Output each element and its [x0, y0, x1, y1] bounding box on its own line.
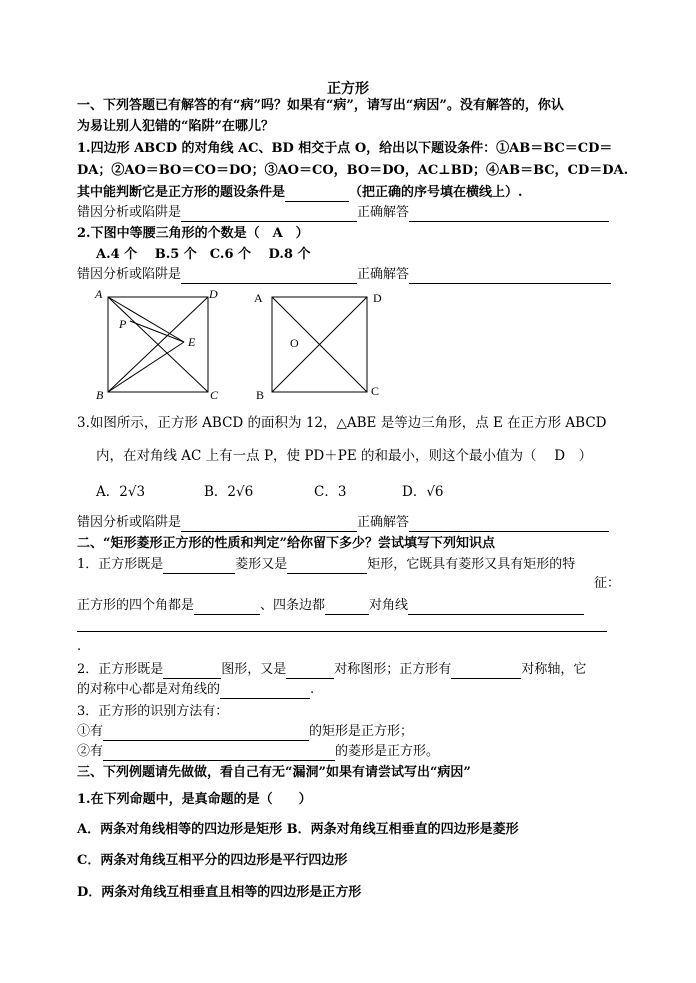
s2-text: 对角线 — [369, 598, 409, 613]
fig1-label-c: C — [210, 388, 219, 402]
section1-heading-line1: 一、下列答题已有解答的有“病”吗？如果有“病”，请写出“病因”。没有解答的，你认 — [77, 98, 564, 113]
q2-line: 2.下图中等腰三角形的个数是（ A ） — [77, 226, 309, 241]
section3-heading: 三、下列例题请先做做，看自己有无“漏洞”如果有请尝试写出“病因” — [77, 765, 471, 780]
fill-blank[interactable] — [103, 746, 335, 761]
q1-line3 — [77, 184, 523, 202]
q3-line2: 内，在对角线 AC 上有一点 P，使 PD＋PE 的和最小，则这个最小值为（ D ） — [96, 448, 593, 464]
page-title: 正方形 — [327, 81, 369, 97]
s3-question: 1.在下列命题中，是真命题的是（ ） — [77, 792, 312, 807]
correct-answer-blank[interactable] — [409, 207, 609, 222]
fig2-label-d: D — [373, 291, 382, 305]
q3-line1: 3.如图所示，正方形 ABCD 的面积为 12，△ABE 是等边三角形，点 E 在正方形 ABCD — [77, 415, 607, 431]
q1-error-analysis-row — [77, 204, 609, 222]
q1-instruction: （把正确的序号填在横线上）. — [349, 185, 523, 200]
section1-heading-line2: 为易让别人犯错的“陷阱”在哪儿？ — [77, 119, 274, 134]
error-analysis-blank[interactable] — [181, 207, 357, 222]
error-analysis-label: 错因分析或陷阱是 — [77, 515, 182, 530]
fig1-label-a: A — [95, 287, 103, 301]
q1-prompt: 其中能判断它是正方形的题设条件是 — [77, 185, 286, 200]
q3-error-analysis-row — [77, 514, 609, 532]
fill-blank[interactable] — [287, 559, 367, 574]
fill-blank[interactable] — [103, 726, 309, 741]
fig2-label-c: C — [371, 384, 380, 398]
s2-text: 菱形又是 — [235, 557, 288, 572]
correct-answer-label: 正确解答 — [357, 515, 410, 530]
figure-square-triangle — [92, 288, 222, 403]
s2-line1 — [77, 556, 575, 574]
fig1-label-p: P — [119, 317, 127, 331]
q3-option-d: D．√6 — [402, 484, 444, 500]
correct-answer-blank[interactable] — [409, 517, 609, 532]
s2-line3 — [77, 597, 584, 615]
s2-text: 图形，又是 — [221, 662, 287, 677]
s2-text: 对称图形；正方形有 — [334, 662, 452, 677]
q2-error-analysis-row — [77, 266, 611, 284]
s2-period: . — [77, 639, 82, 654]
fill-blank[interactable] — [163, 664, 221, 679]
s2-line9 — [77, 743, 439, 761]
s2-line8 — [77, 723, 413, 741]
s2-text: 正方形的四个角都是 — [77, 598, 195, 613]
s2-text: 1．正方形既是 — [77, 557, 164, 572]
fig1-label-b: B — [96, 388, 104, 402]
fig1-label-d: D — [209, 287, 218, 301]
fill-blank[interactable] — [194, 600, 260, 615]
section2-heading: 二、“矩形菱形正方形的性质和判定”给你留下多少？尝试填写下列知识点 — [77, 536, 495, 551]
s2-line7: 3．正方形的识别方法有： — [77, 704, 229, 719]
q1-answer-blank[interactable] — [285, 187, 349, 202]
s2-line5 — [77, 661, 586, 679]
s2-text: 2．正方形既是 — [77, 662, 164, 677]
s2-line1-cont: 征： — [594, 576, 621, 591]
fig2-label-b: B — [256, 388, 265, 402]
fill-blank[interactable] — [220, 684, 310, 699]
s2-text: . — [310, 682, 315, 697]
s2-text: ①有 — [77, 724, 104, 739]
q3-options — [96, 483, 444, 501]
s2-text: 对称轴，它 — [521, 662, 587, 677]
fill-blank[interactable] — [408, 600, 584, 615]
s3-option-d[interactable]: D．两条对角线互相垂直且相等的四边形是正方形 — [77, 885, 362, 900]
correct-answer-label: 正确解答 — [357, 205, 410, 220]
s3-option-c[interactable]: C．两条对角线互相平分的四边形是平行四边形 — [77, 853, 348, 868]
s2-text: ②有 — [77, 744, 104, 759]
q3-option-c: C．3 — [314, 484, 347, 500]
correct-answer-blank[interactable] — [409, 269, 611, 284]
error-analysis-label: 错因分析或陷阱是 — [77, 267, 182, 282]
s2-text: 、四条边都 — [260, 598, 326, 613]
q1-line2: DA；②AO＝BO＝CO＝DO；③AO＝CO，BO＝DO，AC⊥BD；④AB＝BC，CD＝DA. — [77, 163, 629, 178]
s2-text: 的菱形是正方形。 — [335, 744, 440, 759]
error-analysis-label: 错因分析或陷阱是 — [77, 205, 182, 220]
figure-square-diagonals — [250, 288, 390, 403]
fill-blank[interactable] — [451, 664, 521, 679]
q3-option-a: A．2√3 — [96, 484, 146, 500]
s2-line6 — [77, 681, 314, 699]
fig2-label-o: O — [290, 336, 299, 350]
s2-text: 的矩形是正方形； — [309, 724, 414, 739]
s3-option-ab[interactable]: A．两条对角线相等的四边形是矩形 B．两条对角线互相垂直的四边形是菱形 — [77, 822, 519, 837]
correct-answer-label: 正确解答 — [357, 267, 410, 282]
s2-text: 矩形，它既具有菱形又具有矩形的特 — [367, 557, 576, 572]
q2-options: A.4 个 B.5 个 C.6 个 D.8 个 — [96, 247, 311, 262]
q1-line1: 1.四边形 ABCD 的对角线 AC、BD 相交于点 O，给出以下题设条件：①AB＝BC＝CD＝ — [77, 141, 613, 156]
q3-option-b: B．2√6 — [204, 484, 254, 500]
error-analysis-blank[interactable] — [181, 517, 357, 532]
s2-text: 的对称中心都是对角线的 — [77, 682, 221, 697]
error-analysis-blank[interactable] — [181, 269, 357, 284]
fig2-label-a: A — [254, 291, 263, 305]
fill-blank[interactable] — [286, 664, 334, 679]
fill-blank[interactable] — [163, 559, 235, 574]
fill-blank[interactable] — [325, 600, 369, 615]
fig1-label-e: E — [188, 335, 196, 349]
answer-line[interactable] — [77, 631, 607, 632]
